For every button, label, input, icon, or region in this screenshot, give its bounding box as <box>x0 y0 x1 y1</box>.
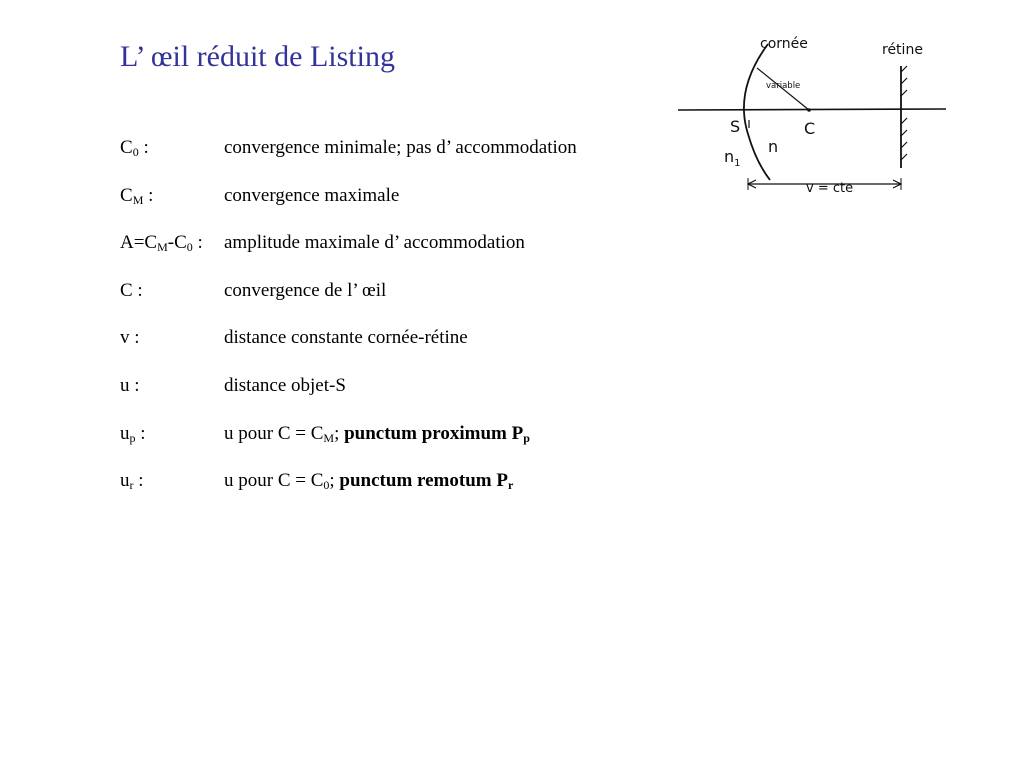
definitions-list <box>120 134 680 515</box>
definition-term: C : <box>120 279 143 301</box>
definition-row <box>120 277 680 325</box>
definition-term: $u_p$ : <box>120 422 146 445</box>
definition-term: $C_0$ : <box>120 137 149 159</box>
definition-text: convergence de l’ œil <box>224 279 387 301</box>
definition-row <box>120 324 680 372</box>
definition-row <box>120 182 680 230</box>
index-n1-label: $n_1$ <box>724 147 741 169</box>
slide-title: L’ œil réduit de Listing <box>120 40 395 73</box>
definition-text: distance constante cornée-rétine <box>224 327 468 349</box>
index-n-label: n <box>768 137 779 156</box>
reduced-eye-diagram <box>672 28 952 208</box>
definition-term: $C_M$ : <box>120 184 154 207</box>
definition-text: convergence maximale <box>224 184 400 206</box>
optical-axis <box>678 109 946 110</box>
definition-text: u pour $C = C_M$; punctum proximum $P_p$ <box>224 422 530 445</box>
punctum-remotum-label: punctum remotum $P_r$ <box>339 470 514 493</box>
center-point <box>807 108 811 112</box>
retina-label: rétine <box>882 42 923 58</box>
definition-text: amplitude maximale d’ accommodation <box>224 232 525 254</box>
cornea-label: cornée <box>760 36 808 52</box>
definition-row <box>120 372 680 420</box>
definition-row <box>120 420 680 468</box>
definition-text: u pour $C = C_0$; punctum remotum $P_r$ <box>224 470 514 493</box>
definition-text: convergence minimale; pas d’ accommodation <box>224 137 577 158</box>
center-label: C <box>804 119 816 138</box>
punctum-proximum-label: punctum proximum $P_p$ <box>344 422 530 445</box>
definition-row <box>120 467 680 515</box>
distance-label: v = cte <box>806 181 854 196</box>
definition-term: $u_r$ : <box>120 470 144 493</box>
definition-text: distance objet-S <box>224 374 346 396</box>
vertex-label: S <box>730 117 741 136</box>
definition-term: v : <box>120 327 140 349</box>
definition-term: $A=C_M-C_0$ : <box>120 232 203 255</box>
radius-label: variable <box>766 81 801 91</box>
retina-hatching <box>901 66 907 160</box>
definition-term: u : <box>120 374 140 396</box>
definition-row <box>120 229 680 277</box>
definition-row <box>120 134 680 182</box>
cornea-arc <box>744 44 770 180</box>
